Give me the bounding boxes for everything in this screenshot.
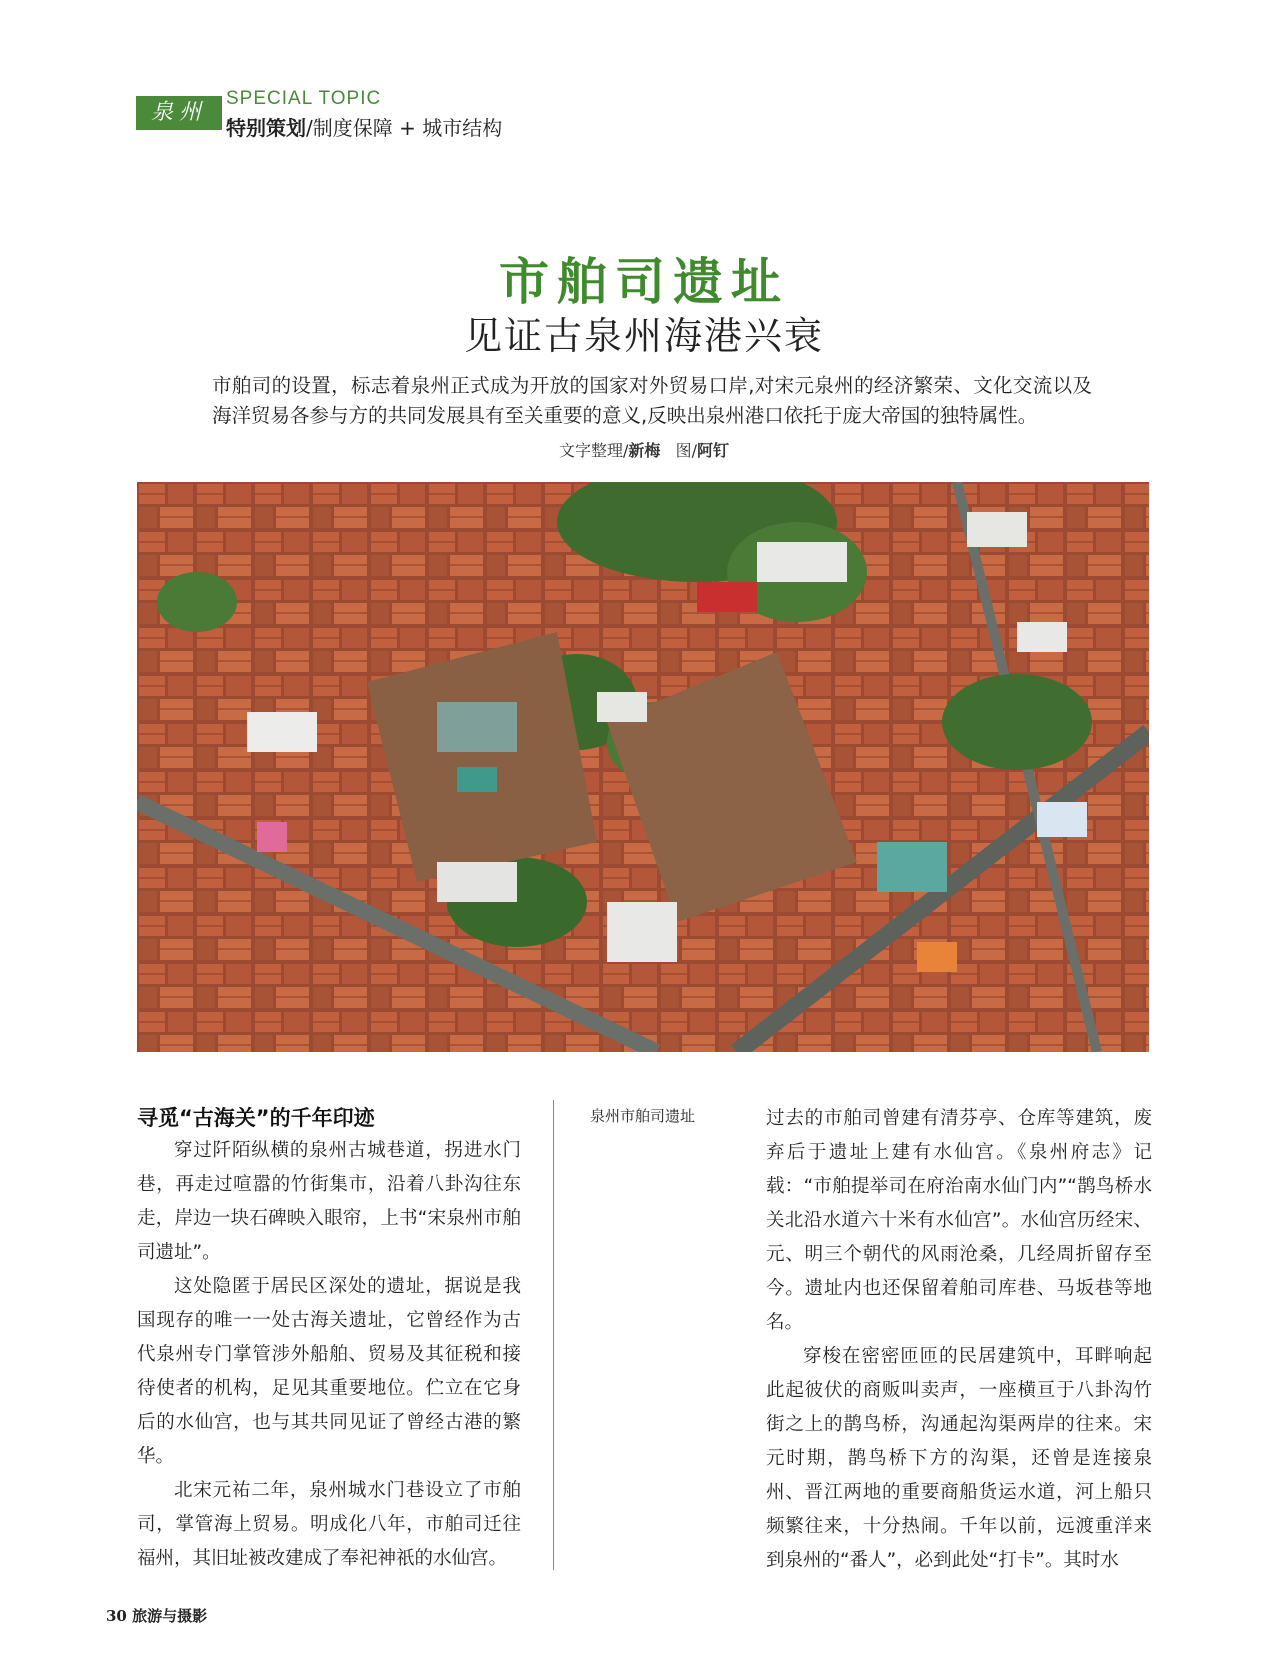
page-number: 30 [106, 1607, 127, 1625]
section-name: 特别策划 [226, 116, 306, 140]
magazine-name: 旅游与摄影 [132, 1607, 208, 1625]
left-paragraph-2: 这处隐匿于居民区深处的遗址，据说是我国现存的唯一一处古海关遗址，它曾经作为古代泉州专门掌管涉外船舶、贸易及其征税和接待使者的机构，足见其重要地位。伫立在它身后的水仙宫，也与其共同见证了曾经古港的繁华。 [137, 1276, 521, 1467]
article-credits [0, 438, 1288, 461]
section-breadcrumb [226, 112, 502, 141]
page-footer [106, 1605, 207, 1626]
left-column [137, 1102, 521, 1576]
region-badge [136, 96, 222, 130]
credit-photo-name: 阿钉 [697, 441, 730, 460]
left-paragraph-3: 北宋元祐二年，泉州城水门巷设立了市舶司，掌管海上贸易。明成化八年，市舶司迁往福州，其旧址被改建成了奉祀神祇的水仙宫。 [137, 1480, 521, 1569]
column-divider [553, 1100, 554, 1570]
article-subtitle: 见证古泉州海港兴衰 [463, 314, 824, 358]
right-paragraph-1: 过去的市舶司曾建有清芬亭、仓库等建筑，废弃后于遗址上建有水仙宫。《泉州府志》记载：“市舶提举司在府治南水仙门内”“鹊鸟桥水关北沿水道六十米有水仙宫”。水仙宫历经宋、元、明三个朝代的风雨沧桑，几经周折留存至今。遗址内也还保留着舶司库巷、马坂巷等地名。 [766, 1108, 1152, 1333]
credit-text-label: 文字整理/ [558, 441, 629, 460]
section-topic: /制度保障 + 城市结构 [306, 116, 503, 140]
article-title: 市舶司遗址 [499, 252, 789, 311]
special-topic-label: SPECIAL TOPIC [226, 88, 382, 109]
left-paragraph-1: 穿过阡陌纵横的泉州古城巷道，拐进水门巷，再走过喧嚣的竹街集市，沿着八卦沟往东走，岸边一块石碑映入眼帘，上书“宋泉州市舶司遗址”。 [137, 1140, 521, 1263]
section-heading: 寻觅“古海关”的千年印迹 [137, 1106, 375, 1130]
right-paragraph-2: 穿梭在密密匝匝的民居建筑中，耳畔响起此起彼伏的商贩叫卖声，一座横亘于八卦沟竹街之上的鹊鸟桥，沟通起沟渠两岸的往来。宋元时期，鹊鸟桥下方的沟渠，还曾是连接泉州、晋江两地的重要商船货运水道，河上船只频繁往来，十分热闹。千年以前，远渡重洋来到泉州的“番人”，必到此处“打卡”。其时水 [766, 1346, 1152, 1571]
right-column [766, 1102, 1152, 1578]
credit-photo-label: 图/ [675, 441, 698, 460]
credit-text-name: 新梅 [628, 441, 661, 460]
region-badge-text: 泉州 [150, 100, 207, 125]
article-lede: 市舶司的设置，标志着泉州正式成为开放的国家对外贸易口岸,对宋元泉州的经济繁荣、文化交流以及海洋贸易各参与方的共同发展具有至关重要的意义,反映出泉州港口依托于庞大帝国的独特属性。 [212, 374, 1092, 427]
aerial-site-photo [137, 482, 1149, 1052]
photo-caption: 泉州市舶司遗址 [590, 1107, 696, 1125]
